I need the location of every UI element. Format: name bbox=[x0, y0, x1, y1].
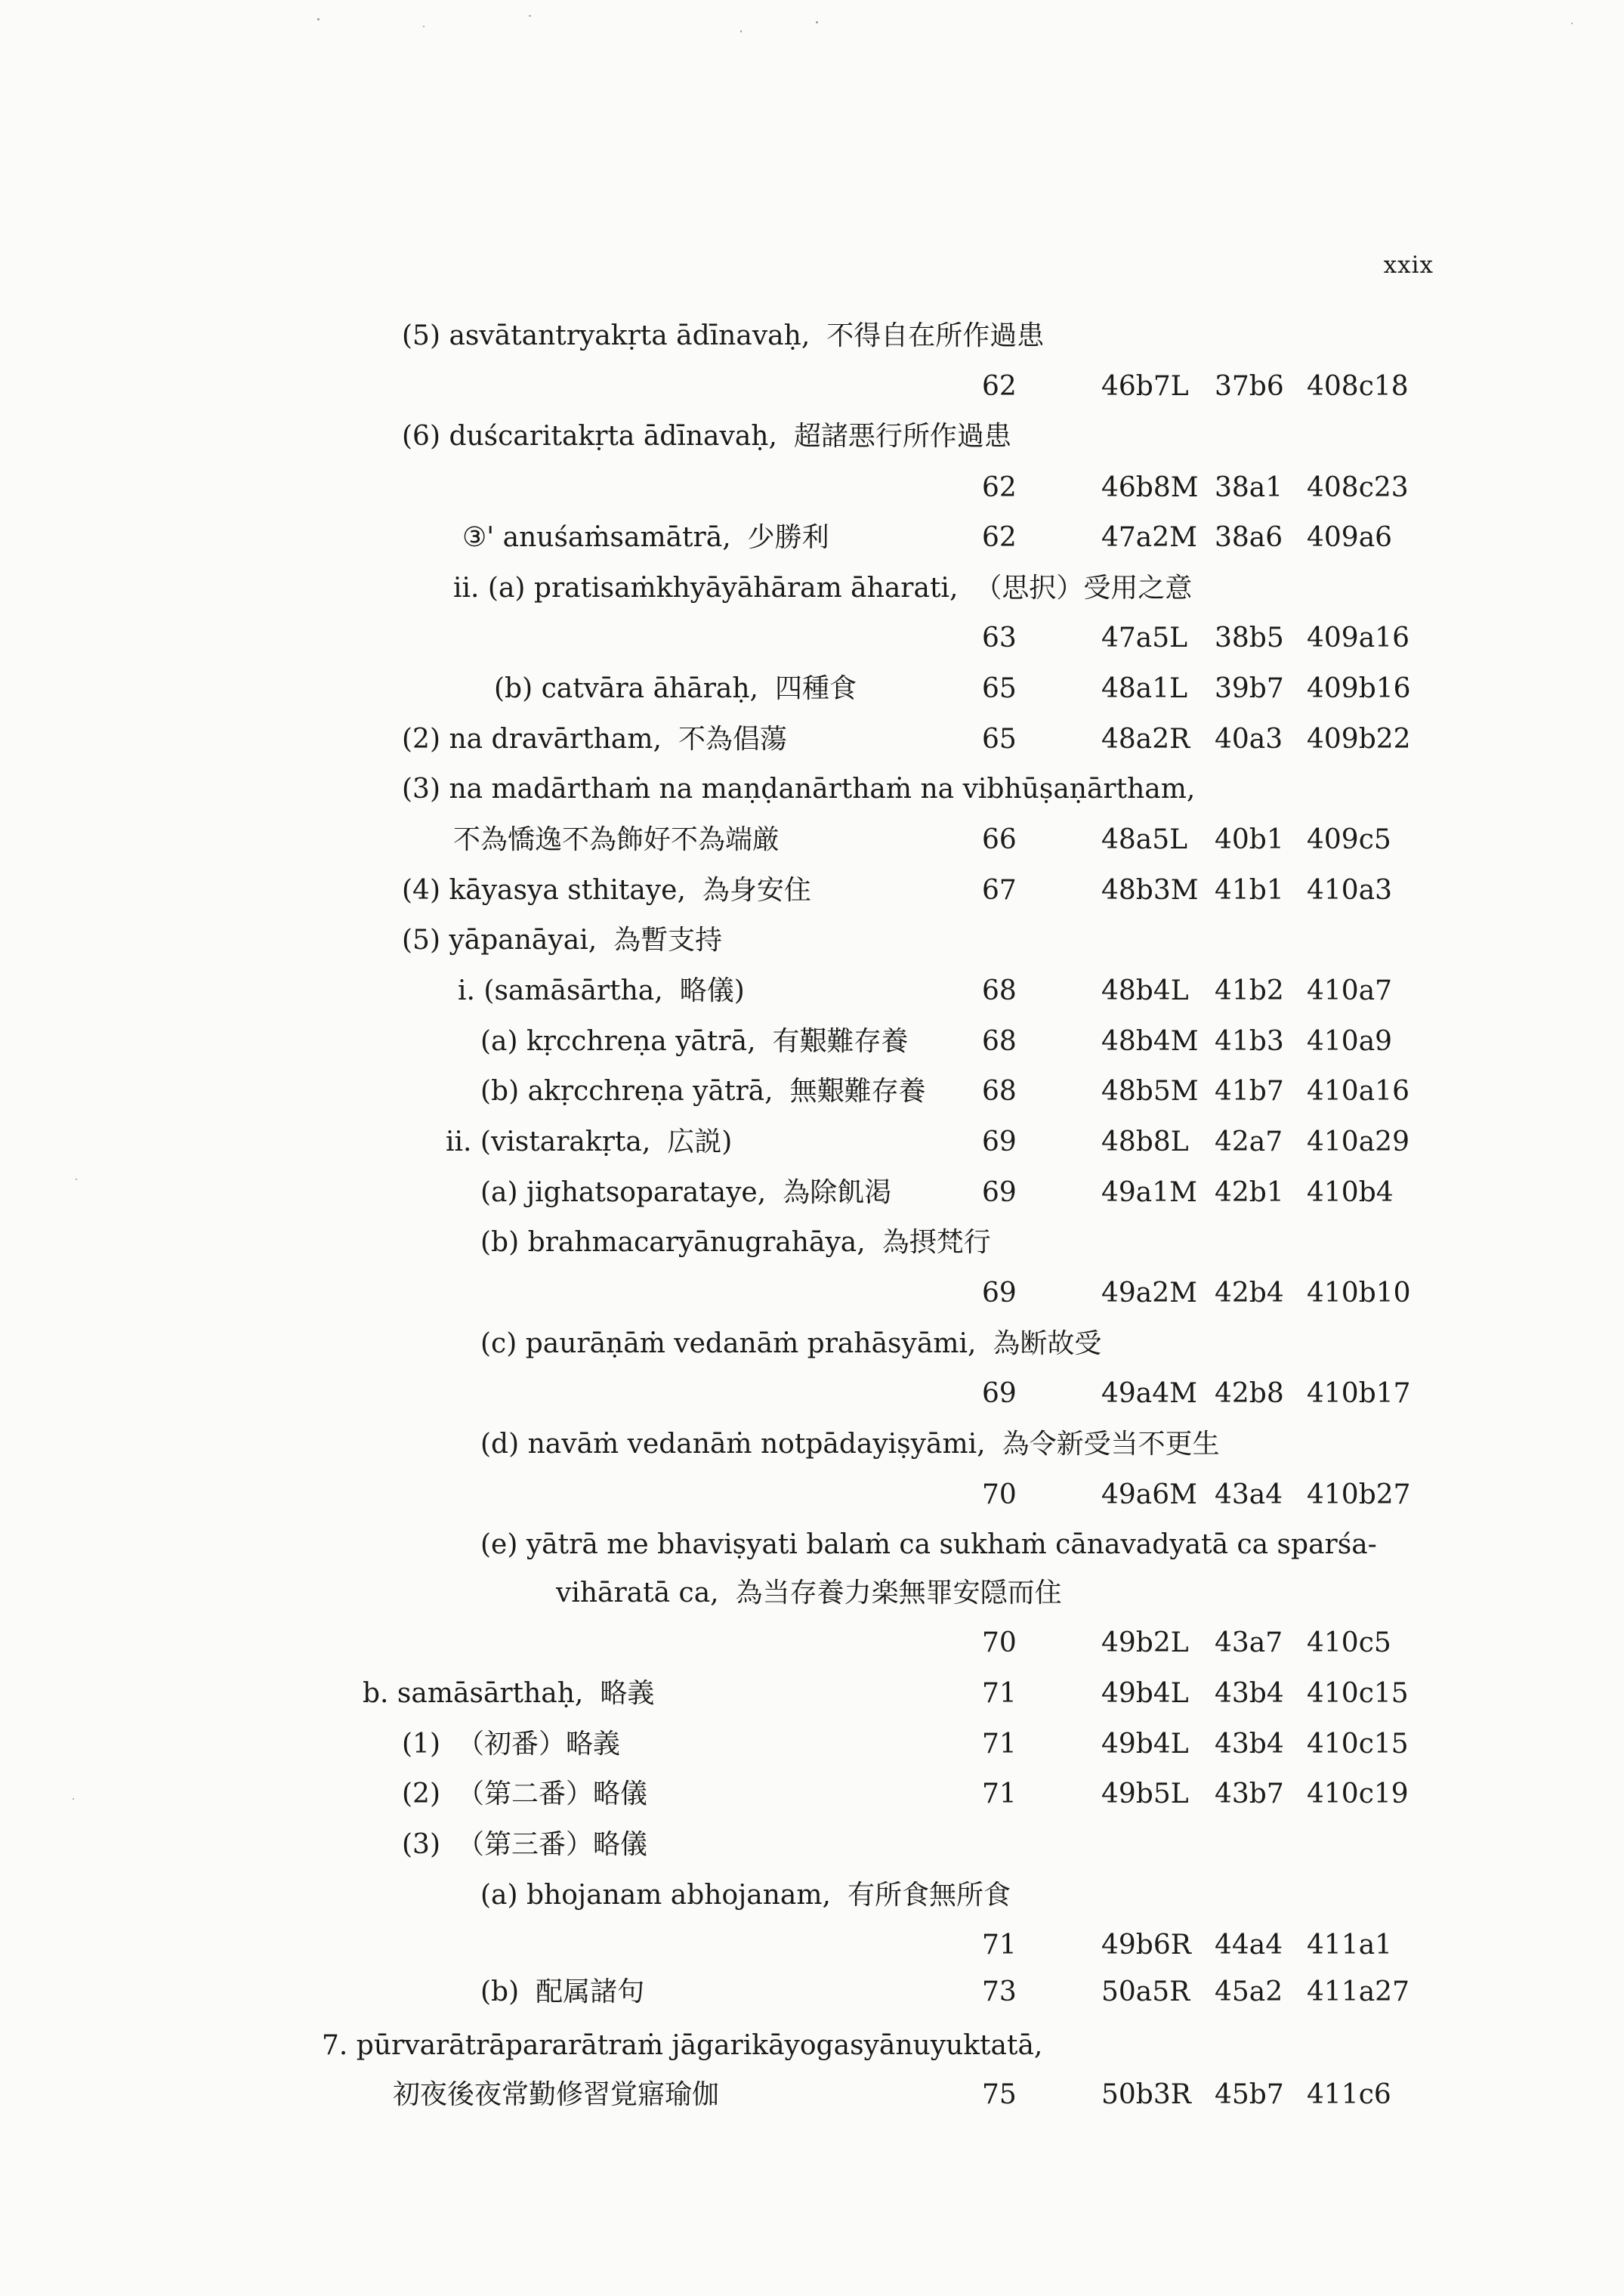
entry-ref-2: 38a1 bbox=[1215, 472, 1283, 503]
entry-ref-2: 40a3 bbox=[1215, 724, 1283, 755]
entry-ref-1: 48b4L bbox=[1101, 975, 1189, 1006]
entry-ref-2: 43a7 bbox=[1215, 1627, 1283, 1658]
entry-ref-2: 38b5 bbox=[1215, 623, 1284, 654]
entry-page: 69 bbox=[982, 1278, 1017, 1309]
entry-text: (2) na dravārtham, 不為倡蕩 bbox=[402, 724, 787, 755]
entry-text: (a) jighatsoparataye, 為除飢渇 bbox=[480, 1177, 892, 1208]
entry-text: (b) brahmacaryānugrahāya, 為摂梵行 bbox=[480, 1227, 991, 1258]
entry-ref-3: 410b10 bbox=[1307, 1278, 1411, 1309]
page-number: xxix bbox=[1383, 252, 1434, 279]
entry-ref-1: 48a1L bbox=[1101, 673, 1188, 704]
entry-text: ii. (a) pratisaṁkhyāyāhāram āharati, （思択）受用之意 bbox=[453, 573, 1193, 604]
entry-ref-1: 49b5L bbox=[1101, 1778, 1189, 1809]
entry-ref-2: 37b6 bbox=[1215, 371, 1284, 402]
entry-page: 70 bbox=[982, 1627, 1017, 1658]
entry-page: 68 bbox=[982, 1076, 1017, 1107]
entry-ref-3: 410c5 bbox=[1307, 1627, 1391, 1658]
entry-page: 65 bbox=[982, 673, 1017, 704]
entry-page: 67 bbox=[982, 875, 1017, 906]
entry-ref-2: 41b2 bbox=[1215, 975, 1284, 1006]
entry-ref-2: 40b1 bbox=[1215, 824, 1284, 855]
entry-ref-1: 49a4M bbox=[1101, 1378, 1198, 1409]
entry-ref-1: 48b3M bbox=[1101, 875, 1199, 906]
entry-text: (d) navāṁ vedanāṁ notpādayiṣyāmi, 為令新受当不更生 bbox=[480, 1429, 1220, 1460]
entry-ref-1: 46b7L bbox=[1101, 371, 1189, 402]
entry-ref-2: 42b4 bbox=[1215, 1278, 1284, 1309]
entry-text: i. (samāsārtha, 略儀) bbox=[458, 975, 745, 1006]
entry-ref-3: 409a6 bbox=[1307, 522, 1393, 553]
entry-ref-2: 38a6 bbox=[1215, 522, 1283, 553]
entry-text: vihāratā ca, 為当存養力楽無罪安隠而住 bbox=[556, 1578, 1062, 1608]
entry-ref-2: 43b7 bbox=[1215, 1778, 1284, 1809]
entry-ref-1: 49b4L bbox=[1101, 1678, 1189, 1709]
entry-page: 68 bbox=[982, 975, 1017, 1006]
entry-ref-1: 49b6R bbox=[1101, 1930, 1191, 1961]
entry-ref-2: 41b7 bbox=[1215, 1076, 1284, 1107]
entry-page: 71 bbox=[982, 1729, 1017, 1760]
entry-ref-1: 48a5L bbox=[1101, 824, 1188, 855]
entry-text: (2) （第二番）略儀 bbox=[402, 1778, 648, 1809]
entry-ref-1: 50a5R bbox=[1101, 1976, 1190, 2007]
entry-ref-3: 408c23 bbox=[1307, 472, 1409, 503]
entry-ref-3: 409b22 bbox=[1307, 724, 1411, 755]
entry-text: 初夜後夜常勤修習覚寤瑜伽 bbox=[393, 2079, 720, 2110]
entry-text: (5) asvātantryakṛta ādīnavaḥ, 不得自在所作過患 bbox=[402, 320, 1045, 351]
entry-ref-1: 46b8M bbox=[1101, 472, 1199, 503]
entry-text: (3) （第三番）略儀 bbox=[402, 1829, 648, 1860]
entry-ref-2: 43b4 bbox=[1215, 1678, 1284, 1709]
entry-page: 71 bbox=[982, 1778, 1017, 1809]
entry-ref-1: 49b4L bbox=[1101, 1729, 1189, 1760]
entry-text: (a) kṛcchreṇa yātrā, 有艱難存養 bbox=[480, 1026, 909, 1057]
entry-text: (a) bhojanam abhojanam, 有所食無所食 bbox=[480, 1880, 1011, 1911]
entry-ref-3: 410a16 bbox=[1307, 1076, 1409, 1107]
entry-page: 62 bbox=[982, 371, 1017, 402]
entry-ref-3: 410b27 bbox=[1307, 1479, 1411, 1510]
entry-page: 75 bbox=[982, 2079, 1017, 2110]
entry-text: (6) duścaritakṛta ādīnavaḥ, 超諸悪行所作過患 bbox=[402, 421, 1011, 452]
entry-ref-2: 39b7 bbox=[1215, 673, 1284, 704]
entry-ref-2: 42a7 bbox=[1215, 1126, 1283, 1157]
entry-page: 66 bbox=[982, 824, 1017, 855]
entry-ref-1: 48a2R bbox=[1101, 724, 1190, 755]
entry-page: 63 bbox=[982, 623, 1017, 654]
entry-text: (b) akṛcchreṇa yātrā, 無艱難存養 bbox=[480, 1076, 926, 1107]
entry-page: 62 bbox=[982, 472, 1017, 503]
entry-ref-3: 410a29 bbox=[1307, 1126, 1409, 1157]
entry-text: b. samāsārthaḥ, 略義 bbox=[363, 1678, 655, 1709]
entry-ref-2: 41b1 bbox=[1215, 875, 1284, 906]
entry-ref-3: 409a16 bbox=[1307, 623, 1409, 654]
entry-ref-2: 45b7 bbox=[1215, 2079, 1284, 2110]
entry-page: 71 bbox=[982, 1678, 1017, 1709]
entry-ref-3: 411a27 bbox=[1307, 1976, 1409, 2007]
entry-page: 69 bbox=[982, 1177, 1017, 1208]
entry-text: (b) 配属諸句 bbox=[480, 1976, 645, 2007]
entry-ref-3: 410c19 bbox=[1307, 1778, 1409, 1809]
entry-text: 7. pūrvarātrāpararātraṁ jāgarikāyogasyānuyuktatā, bbox=[322, 2030, 1043, 2061]
entry-text: (b) catvāra āhāraḥ, 四種食 bbox=[494, 673, 857, 704]
entry-ref-2: 43a4 bbox=[1215, 1479, 1283, 1510]
entry-ref-3: 408c18 bbox=[1307, 371, 1409, 402]
entry-text: (c) paurāṇāṁ vedanāṁ prahāsyāmi, 為断故受 bbox=[480, 1328, 1102, 1359]
entry-ref-3: 410b17 bbox=[1307, 1378, 1411, 1409]
entry-ref-3: 410a3 bbox=[1307, 875, 1393, 906]
entry-ref-1: 49a1M bbox=[1101, 1177, 1198, 1208]
entry-ref-1: 49a2M bbox=[1101, 1278, 1198, 1309]
entry-ref-3: 411a1 bbox=[1307, 1930, 1393, 1961]
entry-ref-2: 42b1 bbox=[1215, 1177, 1284, 1208]
entry-page: 71 bbox=[982, 1930, 1017, 1961]
entry-text: (e) yātrā me bhaviṣyati balaṁ ca sukhaṁ cānavadyatā ca sparśa- bbox=[480, 1529, 1377, 1560]
entry-ref-3: 409b16 bbox=[1307, 673, 1411, 704]
entry-page: 69 bbox=[982, 1126, 1017, 1157]
entry-ref-2: 44a4 bbox=[1215, 1930, 1283, 1961]
entry-ref-1: 47a2M bbox=[1101, 522, 1198, 553]
entry-ref-3: 410c15 bbox=[1307, 1678, 1409, 1709]
entry-ref-2: 45a2 bbox=[1215, 1976, 1283, 2007]
entry-page: 69 bbox=[982, 1378, 1017, 1409]
entry-text: ii. (vistarakṛta, 広説) bbox=[446, 1126, 733, 1157]
entry-page: 62 bbox=[982, 522, 1017, 553]
entry-page: 65 bbox=[982, 724, 1017, 755]
entry-ref-3: 410b4 bbox=[1307, 1177, 1394, 1208]
entry-ref-1: 49a6M bbox=[1101, 1479, 1198, 1510]
entry-ref-2: 43b4 bbox=[1215, 1729, 1284, 1760]
entry-ref-3: 409c5 bbox=[1307, 824, 1391, 855]
entry-text: (4) kāyasya sthitaye, 為身安住 bbox=[402, 875, 811, 906]
entry-text: 不為憍逸不為飾好不為端厳 bbox=[453, 824, 780, 855]
entry-ref-1: 49b2L bbox=[1101, 1627, 1189, 1658]
entry-ref-1: 48b4M bbox=[1101, 1026, 1199, 1057]
entry-text: ③' anuśaṁsamātrā, 少勝利 bbox=[462, 522, 829, 553]
entry-ref-3: 411c6 bbox=[1307, 2079, 1391, 2110]
entry-page: 73 bbox=[982, 1976, 1017, 2007]
entry-ref-2: 41b3 bbox=[1215, 1026, 1284, 1057]
entry-ref-1: 48b5M bbox=[1101, 1076, 1199, 1107]
entry-ref-1: 50b3R bbox=[1101, 2079, 1191, 2110]
entry-ref-3: 410a7 bbox=[1307, 975, 1393, 1006]
entry-text: (5) yāpanāyai, 為暫支持 bbox=[402, 925, 723, 956]
entry-ref-1: 48b8L bbox=[1101, 1126, 1189, 1157]
entry-page: 70 bbox=[982, 1479, 1017, 1510]
entry-text: (1) （初番）略義 bbox=[402, 1729, 621, 1760]
entry-page: 68 bbox=[982, 1026, 1017, 1057]
entry-ref-2: 42b8 bbox=[1215, 1378, 1284, 1409]
entry-ref-3: 410a9 bbox=[1307, 1026, 1393, 1057]
entry-text: (3) na madārthaṁ na maṇḍanārthaṁ na vibhūṣaṇārtham, bbox=[402, 774, 1196, 805]
entry-ref-1: 47a5L bbox=[1101, 623, 1188, 654]
entry-ref-3: 410c15 bbox=[1307, 1729, 1409, 1760]
